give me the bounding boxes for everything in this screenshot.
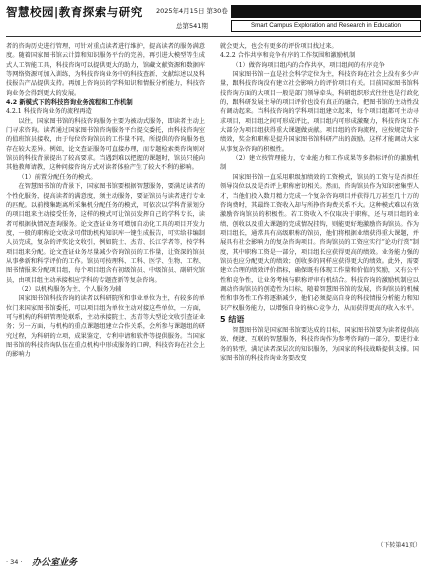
paragraph: （1）前置分配任务的模式。 xyxy=(18,173,97,181)
page-number: · 34 · xyxy=(6,558,23,566)
paragraph: 智慧图书馆是国家图书馆要达成的目标，国家图书馆要为读者提供高效、便捷、互联的智慧服务，科技咨询作为参考咨询的一部分，要进行业务的转型，满足读者深层次的知识服务，为国家的科技战略提供支撑。国家图书馆的科技咨询业务要改变 xyxy=(220,326,419,362)
paragraph: 者的咨询历史进行管理，可针对重点读者进行维护，提高读者的服务满意度。随着国家图书馆云计算和知识服务平台的完善，再引进大模型等生成式人工智能工具，科技咨询可以提供更大的助力，馆藏文献资源和数据库等网络资源可加入训练，为科技咨询业务中的科技查新、文献综述以及科技报告产品提供支持。再加上咨询员的学科知识和情报分析能力，科技咨询业务会得到更大的发展。 xyxy=(6,43,205,97)
paragraph: （2）以机构服务为主、个人服务为辅 xyxy=(18,285,122,293)
paragraph: （1）做咨询项目组内的合作共享，项目组间的有序竞争 xyxy=(232,61,385,69)
paragraph: 国家图书馆一直是社会科学定位为主，科技咨询在社会上没有多少声量，跟科技咨询没有建立社会影响力的评价项目有关。目前国家图书馆科技咨询方面的大项目一般是部门领导牵头，科研组织形式往往也是行政化的，跟科研发展主导的项目评价也没有真正的融合，把图书馆的主动性没有调动起来。当科技咨询的学科项目组建立起来，每个项目组都可主动寻求项目，项目组之间可形成评比，项目组内可形成激聚力，科技咨询工作大部分为项目组获得重大课题做贡献。项目组的咨询流程，应按规定给予绩效，奖金和职称是提升国家图书馆科研产出的鼓励。这样才能调动大家从事复杂咨询的积极性。 xyxy=(220,71,419,153)
continued-note: （下转第41页） xyxy=(377,542,421,549)
header-black-bar xyxy=(231,5,421,18)
section-heading: 4.2 新模式下的科技咨询业务流程和工作机制 xyxy=(6,99,133,107)
paragraph: 就会更大，也会有更多的评价项目找过来。 xyxy=(220,43,338,50)
left-column xyxy=(6,42,205,542)
paragraph: 国家图书馆一直采用职级加绩效的工资模式，馆员的工资与是否担任领导岗位以及是否评上职称密切相关。然而，咨询馆员作为知识密集型人才，当他们投入数月精力完成一个复杂咨询项目并获得几万甚至几十万的咨询费时，其最终工资收入却与所挣咨询费关系不大。这种模式难以有效激励咨询馆员的积极性。若工资收入不仅取决于职称，还与项目组的业绩、创收以及重大课题的完成情况挂钩，则能更好地激励咨询馆员。作为项目组长，通常具有高级职称的馆员，他们将根据业绩获得重大课题，并展具有社会影响力的复杂咨询项目。咨询馆员的工资应实行“论功行赏”制度，其中职称工资是一部分，项目组长应获得更高的绩效。业务能力强的馆员也应分配更大的绩效；创收多的同样应获得更大的绩效。此外，需要建立合理的绩效评价指标，确保既有体现工作量和价值的奖励，又有公平性和竞争性，让业务考核与职称评审有机结合。科技咨询的激励机制应以调动咨询馆员的创造性为目标，随着智慧图书馆的发展，咨询馆员的机械性和事务性工作将逐渐减少，他们必须提高自身的科技情报分析能力和知识产权服务能力，以增强自身的核心竞争力，从而获得更高的收入水平。 xyxy=(220,173,419,312)
header-divider xyxy=(6,36,421,37)
footer-logo: 办公室业务 xyxy=(32,558,78,568)
journal-title-en: Smart Campus Exploration and Research in Education xyxy=(231,20,421,32)
total-issue: 总第541期 xyxy=(176,22,208,30)
paragraph: （2）建立按管理能力，专业能力和工作成果等多指标评价的激励机制 xyxy=(220,155,419,172)
page-header xyxy=(6,4,421,38)
paragraph: 以往，国家图书馆的科技咨询服务主要为被动式服务，即读者主动上门寻求咨询。读者通过国家图书馆咨询服务平台提交委托，由科技咨询室的值班馆员接收，由于每位咨询馆员的工作量不同，所提供的咨询服务也存在较大差异。例如，论文查证服务可直接办理，而专题检索类咨询则对馆员的科技背景提出了较高要求。当遇到难以把握的课题时，馆员只能向其他教师请教，这种问接咨询方式对读者体验产生了较大不利的影响。 xyxy=(6,117,205,172)
header-bottom-row xyxy=(6,20,421,36)
right-column xyxy=(220,42,419,542)
journal-title-cn: 智慧校园|教育探索与研究 xyxy=(6,5,143,19)
subsection-heading: 4.2.2 合作共享和竞争有序的工作氛围和激励机制 xyxy=(220,52,356,60)
issue-date: 2025年4月15日 第30卷 xyxy=(156,7,228,15)
paragraph: 在智慧图书馆的背景下，国家图书馆要根据智慧服务，要满足读者的个性化服务，提高读者的满意度，须主动服务，要证馆员与读者进行专业的匹配。以前搜集距离所采集机分配任务的模式，可依次以学科背景划分的项目组来主动接受任务，这样的模式可让馆员发挥自己的学科专长，读者可根据执情况查询服务。论文查证业务可增加自动化工具的项目开发力度，一般的职称论文收录可借助机构知识库一键生成报告，可实给非编制人员完成，复杂的评奖论文收引，例如院士、杰青、长江学者等，按学科项目组来分配。论文查证业务尽量减少咨询馆员的工作量，让资深的馆员从事參新和科学评价的工作。馆员可按理科、工科、医学、生物、工程、图书情报来分配项目组，每个项目组含有初级馆员、中级馆员、副研究馆员，由项目组主动承接相应学科的专题查新等复杂咨询。 xyxy=(6,183,205,284)
paragraph: 国家图书馆科技咨询的读者以科研院所和事业单位为主，有较多的单位门来国家图书馆委托，可以项目组为单位主动对接这些单位，一方面，可与机构的科研管理处联系，主动承接院士、杰青等大型论文收引查证业务；另一方面，与机构的重点课题组建立合作关系，会所参与课题组的研究过程，为科研的立项，成果鉴定、专利申请和软件等提供服务。当国家图书馆的科技咨询队伍在重点机构中形成服务的口碑，科技咨询在社会上的影响力 xyxy=(6,295,205,359)
section-heading: 5 结语 xyxy=(220,314,245,324)
subsection-heading: 4.2.1 科技咨询业务的流程再造 xyxy=(6,108,92,116)
header-top-row xyxy=(6,4,421,20)
page-footer xyxy=(6,555,421,575)
